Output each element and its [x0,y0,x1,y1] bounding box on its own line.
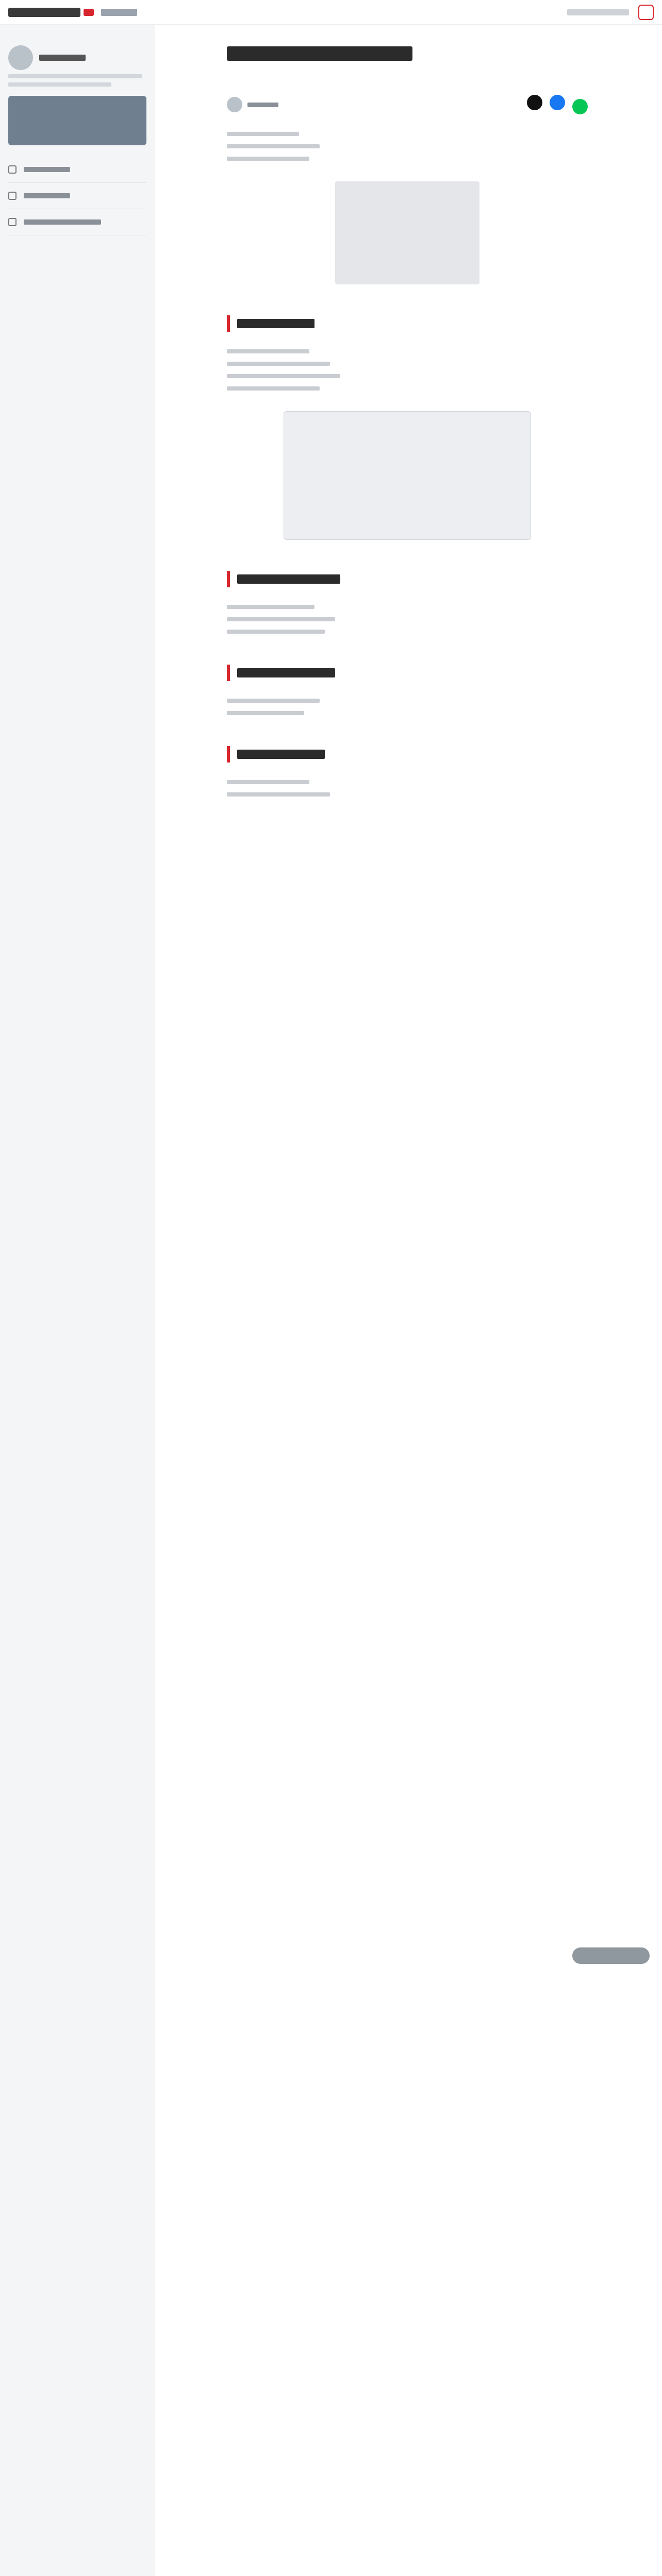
sidebar-item[interactable] [8,209,146,235]
site-logo[interactable] [8,8,80,17]
section-heading [227,571,588,587]
nav-icon [8,218,16,226]
facebook-share-icon[interactable] [550,95,565,110]
site-header [0,0,662,25]
section-heading [227,665,588,681]
author-card [8,45,146,87]
avatar [8,45,33,70]
header-icon[interactable] [638,5,654,20]
nav-icon [8,165,16,174]
logo-badge [84,9,94,16]
article-paragraph [227,605,588,634]
sidebar-nav [8,157,146,235]
partner-logo[interactable] [101,9,137,16]
sidebar-item[interactable] [8,183,146,209]
avatar [227,97,242,112]
article [227,46,588,796]
author-name[interactable] [247,103,278,107]
header-link[interactable] [567,9,629,15]
article-diagram [284,411,531,540]
article-paragraph [227,780,588,796]
byline [227,95,588,114]
share-buttons [520,95,588,114]
article-paragraph [227,349,588,391]
nav-icon [8,192,16,200]
section-heading [227,315,588,332]
article-paragraph [227,132,588,161]
sidebar-banner[interactable] [8,96,146,145]
article-paragraph [227,699,588,715]
line-share-icon[interactable] [572,99,588,114]
sidebar-item[interactable] [8,157,146,183]
floating-button[interactable] [572,1947,650,1964]
article-title [227,46,412,61]
section-heading [227,746,588,762]
author-name [39,55,86,61]
article-illustration [335,181,479,284]
x-share-icon[interactable] [527,95,542,110]
sidebar [0,25,155,2576]
